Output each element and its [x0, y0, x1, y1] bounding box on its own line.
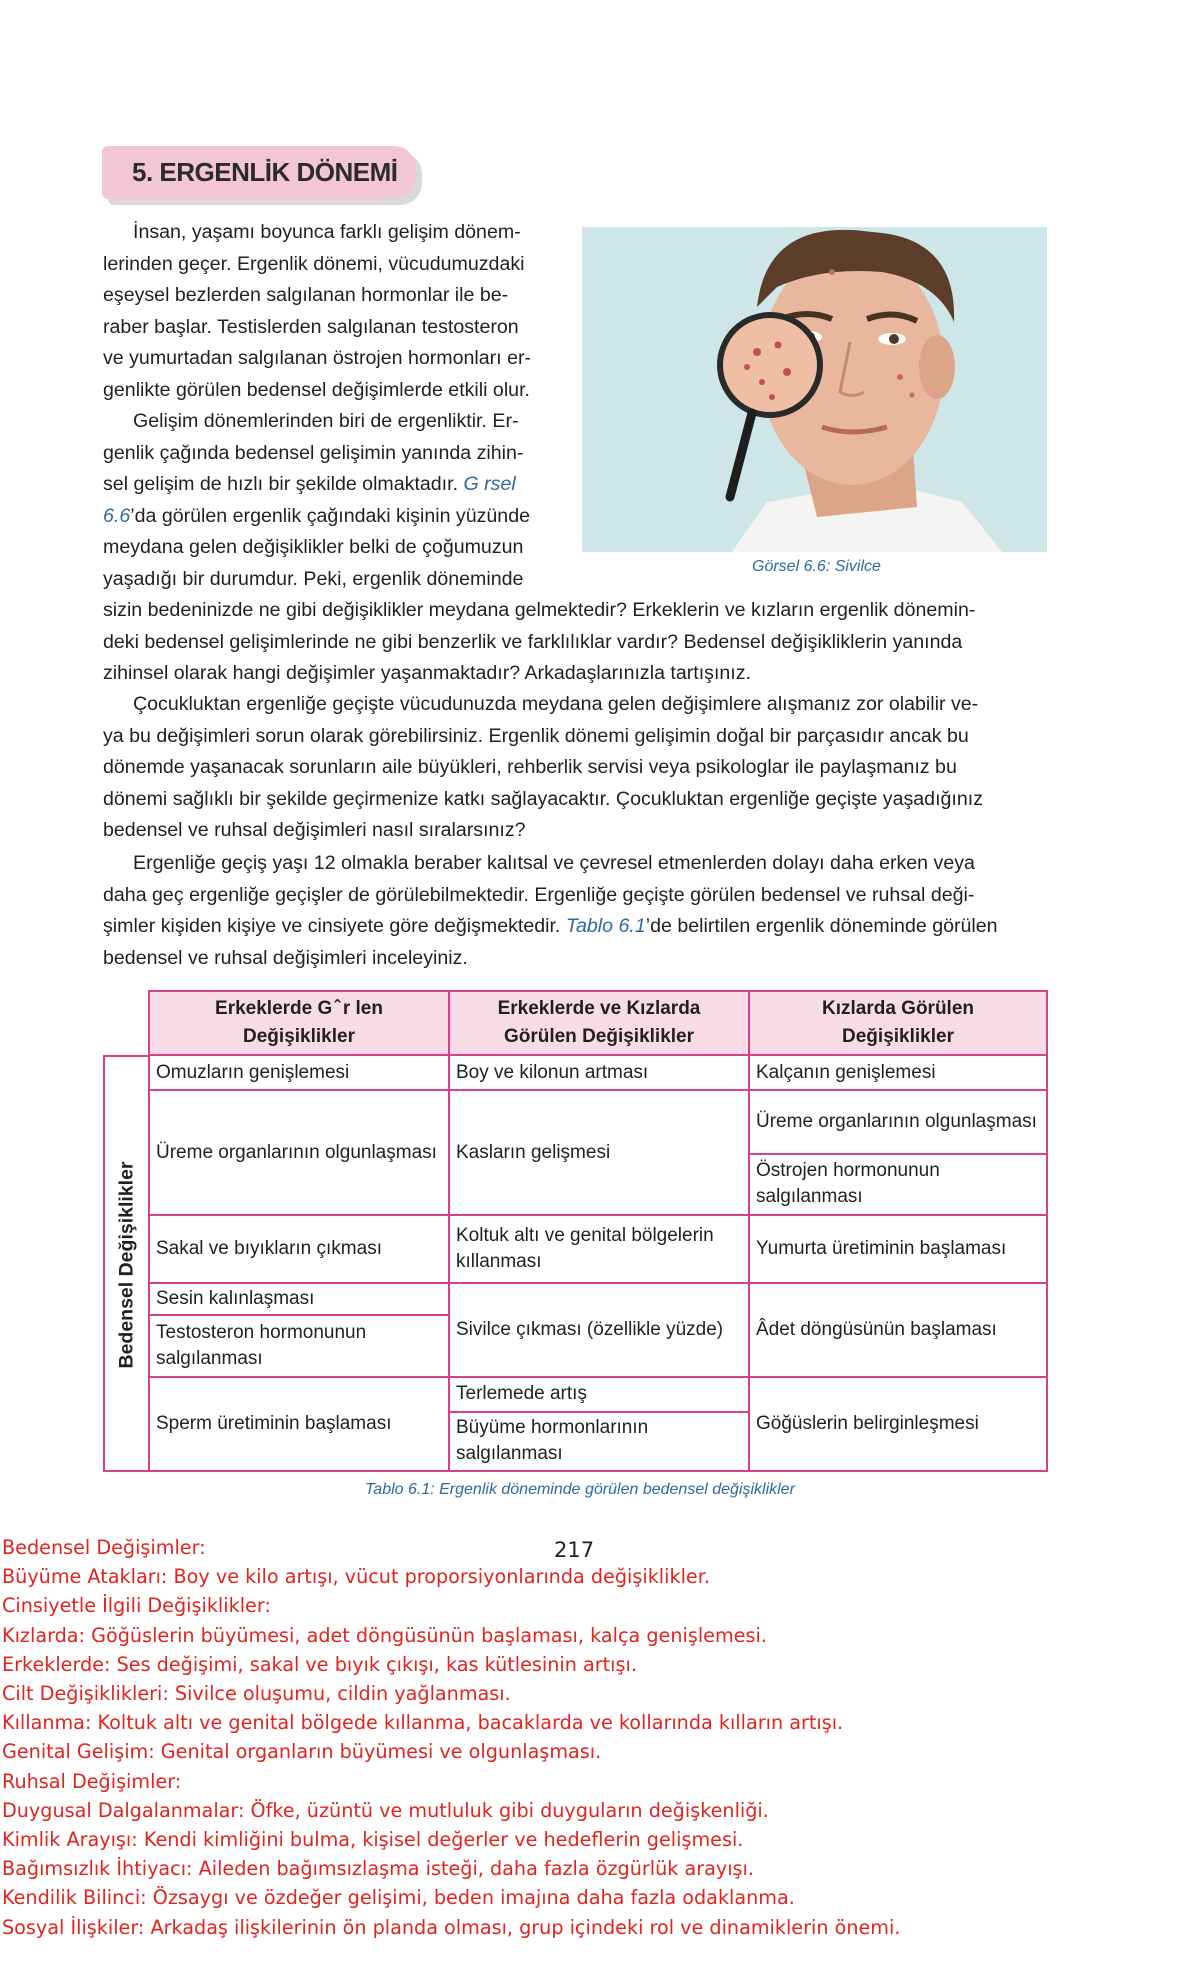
table-cell: Yumurta üretiminin başlaması — [749, 1215, 1047, 1283]
annotation-notes — [2, 1533, 1172, 1942]
puberty-age-paragraph: Ergenliğe geçiş yaşı 12 olmakla beraber kalıtsal ve çevresel etmenlerden dolayı daha erken veya daha geç ergenliğe geçişler de görülebilmektedir. Ergenliğe geçişte görülen bedensel ve ruhsal deği- şimler kişiden kişiye ve cinsiyete göre değişmektedir. Tablo 6.1’de belirtilen ergenlik döneminde görülen bedensel ve ruhsal değişimleri inceleyiniz. — [103, 852, 998, 969]
table-cell: Koltuk altı ve genital bölgelerin kıllanması — [449, 1215, 749, 1283]
table-cell: Boy ve kilonun artması — [449, 1055, 749, 1090]
note-line: Kimlik Arayışı: Kendi kimliğini bulma, kişisel değerler ve hedeflerin gelişmesi. — [2, 1828, 744, 1852]
table-reference-link[interactable]: Tablo 6.1 — [565, 915, 646, 937]
development-paragraph: Gelişim dönemlerinden biri de ergenliktir. Er- genlik çağında bedensel gelişimin yanında zihin- sel gelişim de hızlı bir şekilde olmaktadır. G rsel 6.6’da görülen ergenlik çağındaki kişinin yüzünde meydana gelen değişiklikler belki de çoğumuzun yaşadığı bir durumdur. Peki, ergenlik döneminde — [103, 410, 530, 590]
table-cell: Göğüslerin belirginleşmesi — [749, 1377, 1047, 1471]
table-cell: Kasların gelişmesi — [449, 1090, 749, 1215]
section-title: 5. ERGENLİK DÖNEMİ — [102, 146, 416, 199]
header-both: Erkeklerde ve Kızlarda Görülen Değişiklikler — [449, 991, 749, 1055]
transition-paragraph: Çocukluktan ergenliğe geçişte vücudunuzda meydana gelen değişimlere alışmanız zor olabilir ve- ya bu değişimleri sorun olarak görebilirsiniz. Ergenlik dönemi gelişimin doğal bir parçasıdır ancak bu dönemde yaşanacak sorunların aile büyükleri, rehberlik servisi veya psikologlar ile paylaşmanız bu dönemi sağlıklı bir şekilde geçirmenize katkı sağlayacaktır. Çocukluktan ergenliğe geçişte yaşadığınız bedensel ve ruhsal değişimleri nasıl sıralarsınız? — [103, 693, 983, 841]
note-line: Duygusal Dalgalanmalar: Öfke, üzüntü ve mutluluk gibi duyguların değişkenliği. — [2, 1798, 769, 1822]
table-caption: Tablo 6.1: Ergenlik döneminde görülen bedensel değişiklikler — [365, 1481, 795, 1498]
header-girls: Kızlarda Görülen Değişiklikler — [749, 991, 1047, 1055]
table-cell: Sesin kalınlaşması — [149, 1283, 449, 1316]
figure-reference-number[interactable]: 6.6 — [103, 504, 131, 527]
note-line: Ruhsal Değişimler: — [2, 1769, 182, 1793]
note-line: Kendilik Bilinci: Özsaygı ve özdeğer gelişimi, beden imajına daha fazla odaklanma. — [2, 1886, 795, 1910]
note-line: Bedensel Değişimler: — [2, 1536, 206, 1559]
note-line: Erkeklerde: Ses değişimi, sakal ve bıyık çıkışı, kas kütlesinin artışı. — [2, 1652, 637, 1676]
note-line: Cilt Değişiklikleri: Sivilce oluşumu, cildin yağlanması. — [2, 1682, 511, 1706]
table-cell: Östrojen hormonunun salgılanması — [749, 1154, 1047, 1215]
table-side-label: Bedensel Değişiklikler — [103, 1055, 148, 1472]
table-cell: Üreme organlarının olgunlaşması — [149, 1090, 449, 1215]
table-cell: Sakal ve bıyıkların çıkması — [149, 1215, 449, 1283]
development-paragraph-continued: sizin bedeninizde ne gibi değişiklikler meydana gelmektedir? Erkeklerin ve kızların ergenlik dönemin- deki bedensel gelişimlerinde ne gibi benzerlik ve farklılıklar vardır? Bedensel değişikliklerin yanında zihinsel olarak hangi değişimler yaşanmaktadır? Arkadaşlarınızla tartışınız. — [103, 599, 976, 684]
table-cell: Testosteron hormonunun salgılanması — [149, 1315, 449, 1376]
header-boys: Erkeklerde G ̂ r len Değişiklikler — [149, 991, 449, 1055]
page-number: 217 — [554, 1538, 595, 1562]
note-line: Genital Gelişim: Genital organların büyümesi ve olgunlaşması. — [2, 1740, 602, 1764]
acne-face-photo — [582, 227, 1047, 552]
note-line: Kıllanma: Koltuk altı ve genital bölgede kıllanma, bacaklarda ve kollarında kılların artışı. — [2, 1711, 844, 1735]
table-cell: Omuzların genişlemesi — [149, 1055, 449, 1090]
table-cell: Âdet döngüsünün başlaması — [749, 1283, 1047, 1377]
note-line: Bağımsızlık İhtiyacı: Aileden bağımsızlaşma isteği, daha fazla özgürlük arayışı. — [2, 1857, 754, 1881]
figure-reference-link[interactable]: G rsel — [463, 473, 516, 495]
table-cell: Üreme organlarının olgunlaşması — [749, 1090, 1047, 1153]
table-cell: Kalçanın genişlemesi — [749, 1055, 1047, 1090]
table-cell: Terlemede artış — [449, 1377, 749, 1412]
note-line: Cinsiyetle İlgili Değişiklikler: — [2, 1594, 271, 1618]
note-line: Sosyal İlişkiler: Arkadaş ilişkilerinin ön planda olması, grup içindeki rol ve dinamiklerin önemi. — [2, 1915, 901, 1939]
table-cell: Sperm üretiminin başlaması — [149, 1377, 449, 1471]
intro-paragraph: İnsan, yaşamı boyunca farklı gelişim dönem- lerinden geçer. Ergenlik dönemi, vücudumuzdaki eşeysel bezlerden salgılanan hormonlar ile be- raber başlar. Testislerden salgılanan testosteron ve yumurtadan salgılanan östrojen hormonları er- genlikte görülen bedensel değişimlerde etkili olur. — [103, 221, 532, 401]
table-cell: Sivilce çıkması (özellikle yüzde) — [449, 1283, 749, 1377]
table-cell: Büyüme hormonlarının salgılanması — [449, 1412, 749, 1471]
note-line: Kızlarda: Göğüslerin büyümesi, adet döngüsünün başlaması, kalça genişlemesi. — [2, 1623, 767, 1647]
changes-table — [103, 990, 1046, 1472]
photo-caption: Görsel 6.6: Sivilce — [752, 558, 881, 575]
note-line: Büyüme Atakları: Boy ve kilo artışı, vücut proporsiyonlarında değişiklikler. — [2, 1565, 710, 1589]
